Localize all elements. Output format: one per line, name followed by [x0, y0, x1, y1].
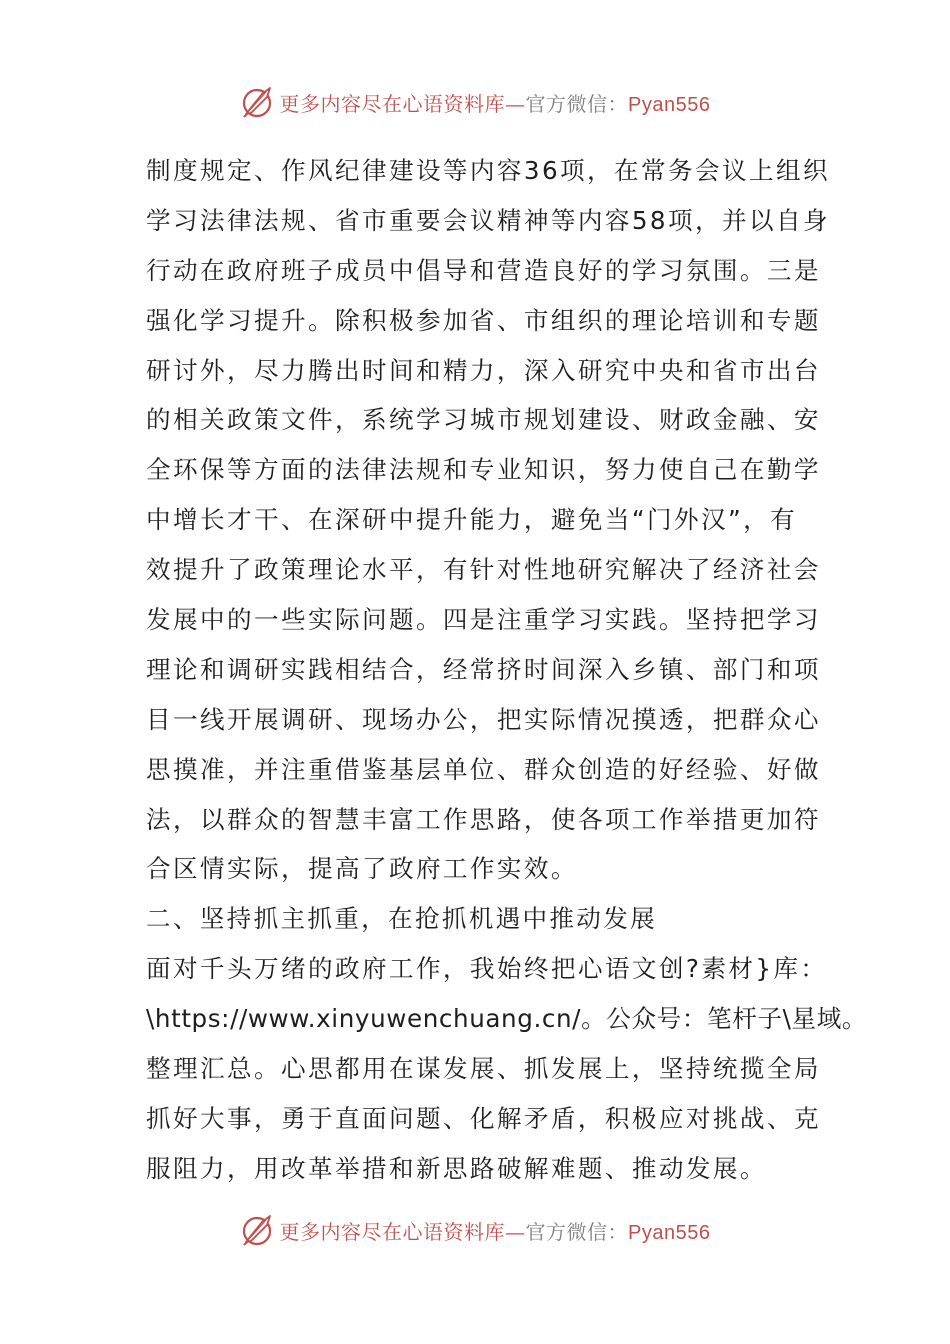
body-line: 抓好大事，勇于直面问题、化解矛盾，积极应对挑战、克 — [146, 1103, 821, 1133]
header-text — [280, 88, 711, 117]
body-line: 学习法律法规、省市重要会议精神等内容58项，并以自身 — [146, 205, 830, 235]
body-line: 强化学习提升。除积极参加省、市组织的理论培训和专题 — [146, 305, 821, 335]
document-body — [146, 146, 868, 1194]
body-line: 研讨外，尽力腾出时间和精力，深入研究中央和省市出台 — [146, 355, 821, 385]
body-line: 全环保等方面的法律法规和专业知识，努力使自己在勤学 — [146, 455, 821, 485]
header-banner — [0, 80, 950, 124]
body-line: 发展中的一些实际问题。四是注重学习实践。坚持把学习 — [146, 605, 821, 635]
body-line: 制度规定、作风纪律建设等内容36项，在常务会议上组织 — [146, 156, 830, 185]
footer-banner — [0, 1208, 950, 1252]
footer-brand: 更多内容尽在心语资料库 — [279, 1219, 506, 1244]
footer-wechat-label: 官方微信： — [525, 1219, 629, 1244]
body-line: 服阻力，用改革举措和新思路破解难题、推动发展。 — [146, 1153, 767, 1183]
body-line: 行动在政府班子成员中倡导和营造良好的学习氛围。三是 — [146, 255, 821, 285]
quill-pen-circle-icon — [240, 1212, 276, 1248]
footer-dash: — — [505, 1219, 526, 1244]
body-line: 理论和调研实践相结合，经常挤时间深入乡镇、部门和项 — [146, 654, 821, 684]
footer-text — [280, 1216, 711, 1245]
body-line: 法，以群众的智慧丰富工作思路，使各项工作举措更加符 — [146, 804, 821, 834]
body-line: 的相关政策文件，系统学习城市规划建设、财政金融、安 — [146, 405, 821, 435]
footer-wechat-id: Pyan556 — [628, 1221, 711, 1244]
body-line: 合区情实际，提高了政府工作实效。 — [146, 854, 578, 884]
body-line-url: \https://www.xinyuwenchuang.cn/。公众号：笔杆子\星域。 — [146, 1004, 868, 1034]
header-wechat-label: 官方微信： — [525, 91, 629, 116]
body-line: 中增长才干、在深研中提升能力，避免当“门外汉”，有 — [146, 505, 798, 535]
header-wechat-id: Pyan556 — [628, 93, 711, 116]
header-dash: — — [505, 91, 526, 116]
quill-pen-circle-icon — [240, 84, 276, 120]
body-line: 思摸准，并注重借鉴基层单位、群众创造的好经验、好做 — [146, 754, 821, 784]
header-brand: 更多内容尽在心语资料库 — [279, 91, 506, 116]
body-line: 整理汇总。心思都用在谋发展、抓发展上，坚持统揽全局 — [146, 1054, 821, 1084]
body-line: 面对千头万绪的政府工作，我始终把心语文创?素材}库： — [146, 954, 828, 984]
body-line: 目一线开展调研、现场办公，把实际情况摸透，把群众心 — [146, 704, 821, 734]
section-heading: 二、坚持抓主抓重，在抢抓机遇中推动发展 — [146, 904, 657, 934]
body-line: 效提升了政策理论水平，有针对性地研究解决了经济社会 — [146, 555, 821, 585]
